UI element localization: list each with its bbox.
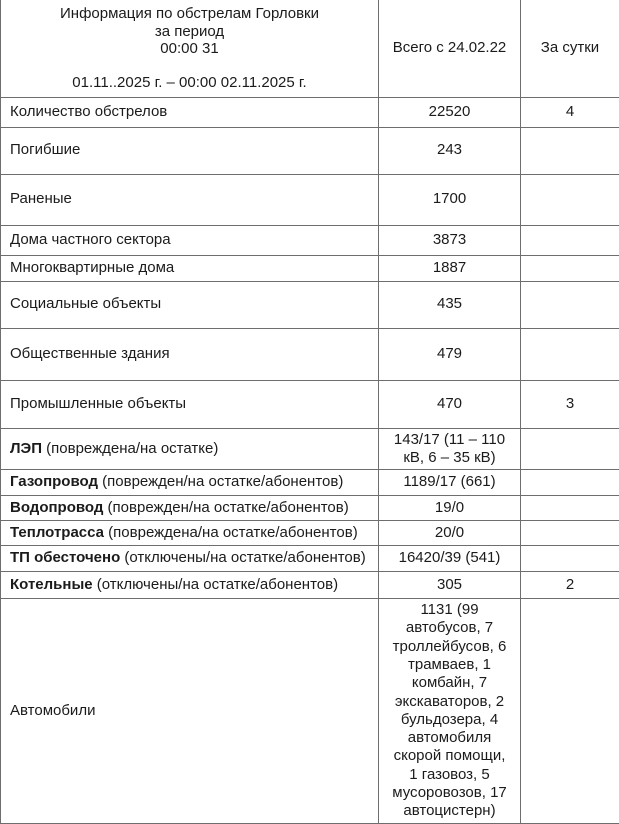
row-label-cell	[1, 496, 379, 521]
title-line-3: 00:00 31	[9, 40, 370, 57]
title-period-line: 01.11..2025 г. – 00:00 02.11.2025 г.	[9, 74, 370, 91]
table-row	[1, 572, 619, 599]
row-label-bold: Газопровод	[10, 473, 98, 490]
daily-cell: 4	[521, 97, 619, 127]
table-row	[1, 380, 619, 428]
row-label-cell	[1, 521, 379, 546]
total-cell: 1700	[379, 174, 521, 225]
row-label-note: (повреждена/на остатке)	[42, 440, 218, 457]
row-label-cell	[1, 174, 379, 225]
total-cell: 305	[379, 572, 521, 599]
row-label-cell	[1, 255, 379, 281]
daily-cell	[521, 470, 619, 496]
table-row	[1, 328, 619, 380]
total-cell: 479	[379, 328, 521, 380]
row-label-note: (поврежден/на остатке/абонентов)	[103, 499, 348, 516]
total-cell: 22520	[379, 97, 521, 127]
table-row	[1, 599, 619, 824]
total-cell: 470	[379, 380, 521, 428]
table-row	[1, 281, 619, 328]
row-label-note: (поврежден/на остатке/абонентов)	[98, 473, 343, 490]
total-cell: 3873	[379, 225, 521, 255]
row-label-bold: Водопровод	[10, 499, 103, 516]
total-cell: 1887	[379, 255, 521, 281]
row-label-cell	[1, 281, 379, 328]
table-header-row	[1, 0, 619, 97]
daily-cell	[521, 428, 619, 470]
table-row	[1, 225, 619, 255]
row-label-note: (повреждена/на остатке/абонентов)	[104, 524, 358, 541]
daily-cell	[521, 546, 619, 572]
row-label-cell	[1, 470, 379, 496]
row-label-cell	[1, 127, 379, 174]
table-row	[1, 255, 619, 281]
daily-cell	[521, 496, 619, 521]
row-label: Раненые	[10, 190, 72, 207]
table-row	[1, 97, 619, 127]
row-label: Автомобили	[10, 702, 95, 719]
title-line-1: Информация по обстрелам Горловки	[9, 5, 370, 22]
row-label-cell	[1, 546, 379, 572]
table-row	[1, 470, 619, 496]
title-line-2: за период	[9, 23, 370, 40]
total-cell: 143/17 (11 – 110 кВ, 6 – 35 кВ)	[379, 428, 521, 470]
row-label: Социальные объекты	[10, 295, 161, 312]
row-label-bold: Теплотрасса	[10, 524, 104, 541]
row-label-cell	[1, 428, 379, 470]
row-label-cell	[1, 328, 379, 380]
table-row	[1, 521, 619, 546]
row-label: Дома частного сектора	[10, 231, 171, 248]
daily-cell: 3	[521, 380, 619, 428]
total-cell: 1189/17 (661)	[379, 470, 521, 496]
total-cell: 19/0	[379, 496, 521, 521]
row-label-note: (отключены/на остатке/абонентов)	[120, 549, 366, 566]
daily-cell	[521, 328, 619, 380]
row-label: Общественные здания	[10, 345, 170, 362]
table-row	[1, 428, 619, 470]
daily-cell: 2	[521, 572, 619, 599]
row-label-note: (отключены/на остатке/абонентов)	[93, 576, 339, 593]
table-row	[1, 174, 619, 225]
table-row	[1, 127, 619, 174]
table-title-cell	[1, 0, 379, 97]
total-cell: 243	[379, 127, 521, 174]
daily-cell	[521, 521, 619, 546]
total-cell: 16420/39 (541)	[379, 546, 521, 572]
daily-cell	[521, 255, 619, 281]
table-row	[1, 546, 619, 572]
row-label-cell	[1, 599, 379, 824]
row-label: Многоквартирные дома	[10, 259, 174, 276]
daily-cell	[521, 225, 619, 255]
row-label: Промышленные объекты	[10, 395, 186, 412]
row-label-cell	[1, 572, 379, 599]
daily-cell	[521, 127, 619, 174]
total-cell: 20/0	[379, 521, 521, 546]
table-title	[9, 5, 370, 57]
row-label-bold: ТП обесточено	[10, 549, 120, 566]
row-label: Погибшие	[10, 141, 80, 158]
total-cell: 1131 (99 автобусов, 7 троллейбусов, 6 трамваев, 1 комбайн, 7 экскаваторов, 2 бульдозера, 4 автомобиля скорой помощи, 1 газовоз, 5 мусоровозов, 17 автоцистерн)	[379, 599, 521, 824]
row-label-cell	[1, 97, 379, 127]
row-label-bold: Котельные	[10, 576, 93, 593]
daily-cell	[521, 281, 619, 328]
daily-cell	[521, 599, 619, 824]
column-header-daily: За сутки	[521, 0, 619, 97]
row-label-cell	[1, 225, 379, 255]
column-header-total: Всего с 24.02.22	[379, 0, 521, 97]
table-row	[1, 496, 619, 521]
row-label-bold: ЛЭП	[10, 440, 42, 457]
row-label: Количество обстрелов	[10, 103, 167, 120]
daily-cell	[521, 174, 619, 225]
total-cell: 435	[379, 281, 521, 328]
row-label-cell	[1, 380, 379, 428]
